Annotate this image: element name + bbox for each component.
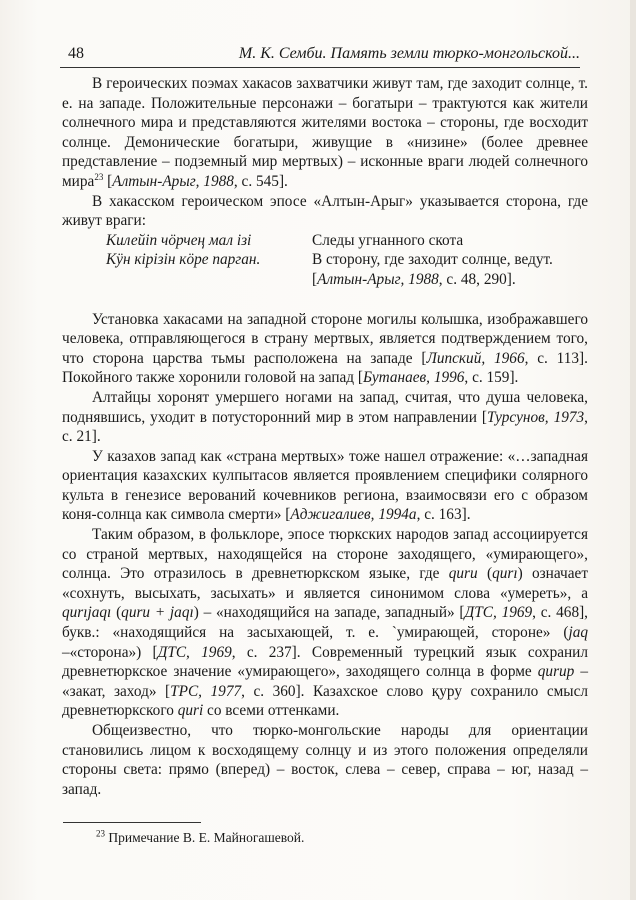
paragraph <box>62 721 588 799</box>
text-run: ) означает «сохнуть, высыхать, засыхать» и является синонимом слова «умереть», а <box>62 565 588 602</box>
text-run: ) – «находящийся на западе, западный» [ <box>193 604 465 622</box>
text-run: –«сторона») [ <box>62 643 158 661</box>
text-run: Общеизвестно, что тюрко-монгольские народы для ориентации становились лицом к восходящему солнцу и из этого положения определяли стороны света: прямо (вперед) – восток, слева – север, справа – юг, назад – запад. <box>62 722 588 798</box>
footnote-ref: 23 <box>94 171 104 182</box>
paragraph <box>62 310 588 388</box>
main-text <box>62 74 588 799</box>
verse-original: Килейiп чӧрчең мал iзi <box>106 231 252 249</box>
text-run: , с. 113]. Покойного также хоронили головой на запад [ <box>62 349 588 387</box>
citation-italic: quri <box>177 702 204 720</box>
citation-italic: ТРС, 1977 <box>170 682 242 700</box>
citation-italic: quru + jaqı <box>121 604 194 622</box>
citation-italic: jaq <box>568 624 588 642</box>
citation-italic: quru <box>448 565 478 583</box>
page-edge-shadow <box>630 0 636 900</box>
text-run: , с. 545]. <box>233 172 288 190</box>
paragraph <box>62 74 588 192</box>
footnote <box>96 830 304 846</box>
text-run: Алтайцы хоронят умершего ногами на запад, считая, что душа человека, поднявшись, уходит в потусторонний мир в этом направлении [ <box>62 388 588 426</box>
verse-translation: Следы угнанного скота <box>312 231 464 249</box>
text-run: , с. 360]. Казахское слово қуру сохранило смысл древнетюркского <box>62 682 588 720</box>
text-run: Таким образом, в фольклоре, эпосе тюркских народов запад ассоциируется со страной мертвых, находящейся на стороне заходящего, «умирающего», солнца. Это отразилось в древнетюркском языке, где <box>62 526 588 583</box>
citation-italic: Аджигалиев, 1994а <box>290 506 417 524</box>
text-run: У казахов запад как «страна мертвых» тоже нашел отражение: «…западная ориентация казахских кулпытасов является проявлением специфики солярного культа в генезисе верований кочевников региона, взаимосвязи его с образом коня-солнца как символа смерти» [ <box>62 447 588 524</box>
verse-translation: В сторону, где заходит солнце, ведут. <box>312 251 553 269</box>
paragraph <box>62 447 588 525</box>
text-run: Установка хакасами на западной стороне могилы колышка, изображавшего человека, отправляющегося в страну мертвых, является подтверждением того, что сторона царства тьмы расположена на западе [ <box>62 310 588 367</box>
paragraph <box>62 525 588 721</box>
citation-italic: qurı <box>492 565 518 583</box>
citation-italic: Бутанаев, 1996 <box>363 369 465 387</box>
section-gap <box>62 290 588 310</box>
citation-italic: qurıjaqı <box>62 604 112 622</box>
footnote-text: Примечание В. Е. Майногашевой. <box>105 830 305 845</box>
text-run: , с. 163]. <box>416 506 471 524</box>
running-title: М. К. Семби. Память земли тюрко-монгольской... <box>238 45 580 62</box>
paragraph-group-1 <box>62 74 588 231</box>
citation-italic: Липский, 1966 <box>426 349 525 367</box>
text-run: ( <box>477 565 493 583</box>
verse-reference-spacer <box>62 270 312 290</box>
verse-reference-row <box>62 270 588 290</box>
text-run: , с. 468], букв.: «находящийся на засыхающей, т. е. `умирающей, стороне» ( <box>62 604 589 642</box>
verse-line <box>62 231 588 251</box>
text-run: В героических поэмах хакасов захватчики живут там, где заходит солнце, т. е. на западе. Положительные персонажи – богатыри – трактуются как жители солнечного мира и представляются жителями востока – стороны, где восходит солнце. Демонические богатыри, живущие в «низине» (более древнее представление – подземный мир мертвых) – исконные враги людей солнечного мира <box>62 75 588 190</box>
paragraph <box>62 388 588 447</box>
text-run: – «закат, заход» [ <box>62 663 588 700</box>
citation-italic: ДТС, 1969 <box>157 643 232 661</box>
verse-line <box>62 250 588 270</box>
text-run: , с. 21]. <box>62 408 588 446</box>
text-run: [ <box>103 172 113 190</box>
citation-italic: Алтын-Арыг, 1988 <box>112 172 234 190</box>
verse-reference: [Алтын-Арыг, 1988, с. 48, 290]. <box>312 270 516 288</box>
page-header <box>60 45 580 68</box>
verse-block <box>62 231 588 270</box>
text-run: со всеми оттенками. <box>203 702 340 720</box>
text-run: , с. 237]. Современный турецкий язык сохранил древнетюркское значение «умирающего», заходящего солнца в форме <box>62 643 589 681</box>
citation-italic: Турсунов, 1973 <box>487 408 585 426</box>
page-number: 48 <box>68 45 84 62</box>
footnote-mark: 23 <box>96 828 105 839</box>
text-run: ( <box>111 604 122 622</box>
verse-original: Кӱн кiрiзiн кӧре парган. <box>106 251 261 269</box>
text-run: В хакасском героическом эпосе «Алтын-Арыг» указывается сторона, где живут враги: <box>62 192 588 230</box>
paragraph-group-2 <box>62 310 588 800</box>
text-run: , с. 159]. <box>464 369 519 387</box>
paragraph <box>62 192 588 231</box>
citation-italic: ДТС, 1969 <box>464 604 533 622</box>
footnote-rule <box>63 822 201 823</box>
citation-italic: qurup <box>537 663 575 681</box>
